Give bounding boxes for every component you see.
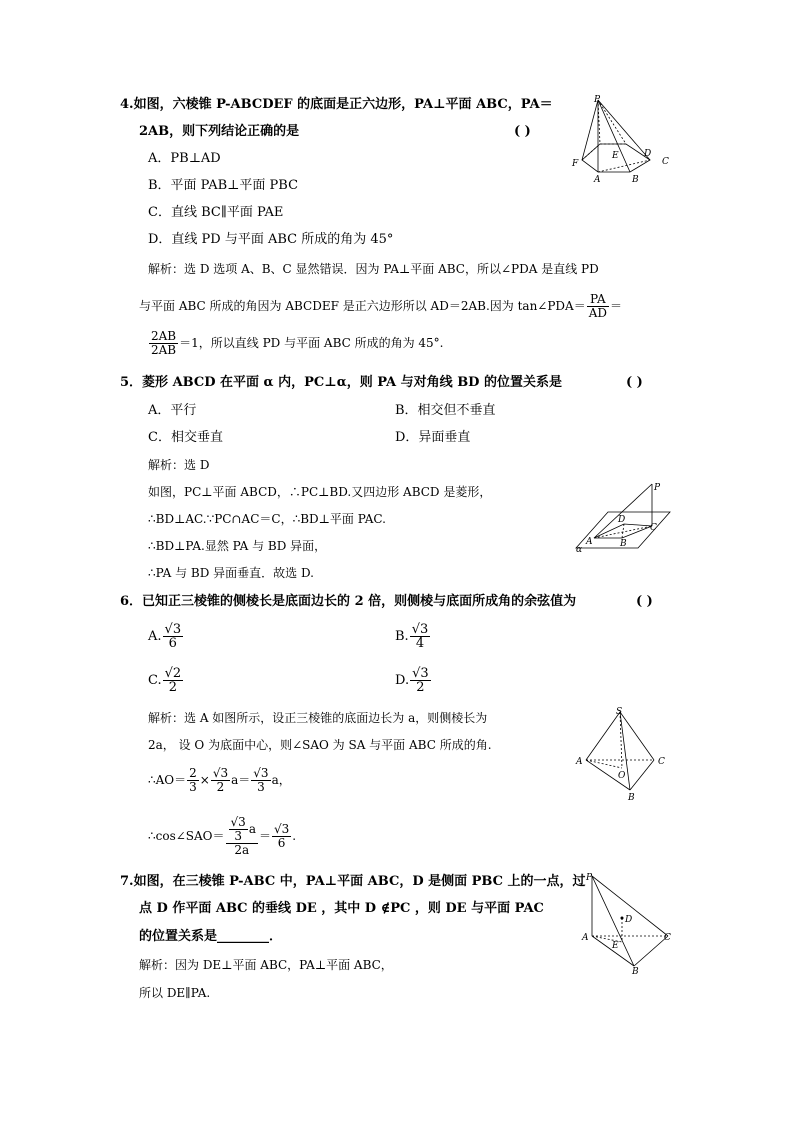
label-a: A [576,757,583,767]
q5-answer: 解析：选 D [148,458,210,472]
q6-option-c [148,664,184,698]
q7-stem-line3: 的位置关系是________． [139,929,283,944]
q6-analysis-line2: 2a， 设 O 为底面中心，则∠SAO 为 SA 与平面 ABC 所成的角. [148,738,492,752]
label-alpha: α [576,545,583,555]
q6-option-a [148,620,184,654]
frac-den: 2a [234,843,250,857]
frac-num: 2 [189,766,197,780]
q6-cos-equation [148,808,296,864]
frac-den: 2 [168,680,178,695]
frac-num: √3 [164,622,182,637]
q4-equals: ＝ [610,299,623,313]
frac-num: √3 [253,766,269,780]
figure-hexagonal-pyramid [568,94,678,186]
q5-option-b: B．相交但不垂直 [395,403,496,418]
label-d: D [644,149,652,159]
q4-option-c: C．直线 BC∥平面 PAE [148,205,284,220]
label-a: A [586,537,593,547]
eq-var: a [248,822,256,836]
frac-den: 3 [234,829,242,843]
label-c: C [658,757,665,767]
q4-analysis-line1: 解析：选 D 选项 A、B、C 显然错误．因为 PA⊥平面 ABC，所以∠PDA 是直线 PD [148,262,599,276]
q4-option-d: D．直线 PD 与平面 ABC 所成的角为 45° [148,232,394,247]
label-e: E [612,941,619,951]
eq-fraction [211,767,230,794]
eq-text: ∴cos∠SAO＝ [148,829,225,843]
eq-fraction [251,767,270,794]
q4-conclusion: ＝1，所以直线 PD 与平面 ABC 所成的角为 45°. [179,336,444,350]
eq-times: × [199,773,210,787]
q7-analysis-line1: 解析：因为 DE⊥平面 ABC，PA⊥平面 ABC， [139,958,393,972]
q4-fraction-2ab [149,330,178,357]
q5-analysis-line3: ∴BD⊥PA.显然 PA 与 BD 异面， [148,539,327,553]
frac-num: PA [587,293,609,307]
label-c: C [664,933,671,943]
eq-fraction [272,823,291,850]
label-e: E [612,151,619,161]
q4-stem-line1: 4.如图，六棱锥 P-ABCDEF 的底面是正六边形，PA⊥平面 ABC，PA＝ [120,97,553,112]
q4-analysis-line3 [148,326,444,360]
figure-triangular-pyramid [576,870,676,976]
eq-fraction [187,767,199,794]
eq-text: a， [271,773,291,787]
label-b: B [632,967,639,976]
q5-option-d: D．异面垂直 [395,430,471,445]
frac-num: √3 [411,622,429,637]
q6-option-b [395,620,431,654]
frac-den: 4 [415,636,425,651]
label-a: A [582,933,589,943]
label-a: A [594,175,601,185]
frac-den: 6 [277,836,286,850]
eq-text: a＝ [231,773,251,787]
q5-stem: 5．菱形 ABCD 在平面 α 内，PC⊥α，则 PA 与对角线 BD 的位置关系是 [120,375,562,390]
figure-regular-tetrahedron [574,706,674,806]
q5-option-a: A．平行 [148,403,197,418]
q6-analysis-line1: 解析：选 A 如图所示，设正三棱锥的底面边长为 a，则侧棱长为 [148,711,488,725]
label-b: B [620,539,627,549]
option-fraction [163,623,184,650]
frac-num: 2AB [151,329,177,343]
frac-num: √3 [412,666,429,681]
frac-num: √3 [273,822,290,836]
label-c: C [650,523,657,533]
option-fraction [410,667,431,694]
q4-paren: ( ) [514,124,531,139]
q6-option-d [395,664,432,698]
q6-paren: ( ) [636,594,653,609]
q5-analysis-line2: ∴BD⊥AC.∵PC∩AC＝C，∴BD⊥平面 PAC. [148,512,386,526]
q4-analysis-text: 与平面 ABC 所成的角因为 ABCDEF 是正六边形所以 AD＝2AB.因为 tan∠PDA＝ [139,299,586,313]
q5-paren: ( ) [626,375,643,390]
option-label: B. [395,629,409,644]
label-b: B [632,175,639,185]
q5-analysis-line1: 如图，PC⊥平面 ABCD，∴PC⊥BD.又四边形 ABCD 是菱形， [148,485,492,499]
q4-fraction-pa-ad [587,293,609,320]
label-s: S [616,707,623,717]
point-d [621,917,624,920]
frac-num: √3 [212,766,229,780]
frac-den: 3 [189,780,197,794]
label-p: P [654,483,661,493]
label-b: B [628,793,635,803]
frac-den: 6 [168,636,177,651]
eq-text: . [292,829,297,843]
label-c: C [662,157,669,167]
frac-den: 2 [216,780,225,794]
q5-option-c: C．相交垂直 [148,430,223,445]
option-label: A. [148,629,162,644]
q4-analysis-line2 [139,289,622,323]
q7-analysis-line2: 所以 DE∥PA. [139,986,211,1000]
q5-analysis-line4: ∴PA 与 BD 异面垂直．故选 D. [148,566,314,580]
eq-text: ∴AO＝ [148,773,187,787]
q4-stem-line2: 2AB，则下列结论正确的是 [139,124,300,139]
q6-ao-equation [148,762,291,798]
label-p: P [586,873,593,883]
frac-num: √3 [230,815,246,829]
frac-den: 2AB [151,343,177,357]
option-label: C. [148,673,162,688]
frac-den: 3 [257,780,265,794]
eq-equals: ＝ [258,829,271,843]
option-label: D. [395,673,410,688]
label-f: F [572,159,579,169]
frac-num: √2 [164,666,182,681]
frac-den: 2 [416,680,425,695]
label-o: O [618,771,626,781]
q4-option-b: B．平面 PAB⊥平面 PBC [148,178,299,193]
frac-num [226,816,258,844]
label-p: P [594,95,601,105]
eq-compound-fraction [226,816,258,857]
label-d: D [625,915,633,925]
q7-stem-line1: 7.如图，在三棱锥 P-ABC 中，PA⊥平面 ABC，D 是侧面 PBC 上的一点，过 [120,874,586,889]
label-d: D [618,515,626,525]
q7-stem-line2: 点 D 作平面 ABC 的垂线 DE ，其中 D ∉PC ，则 DE 与平面 PAC [139,901,544,916]
inner-fraction [229,816,248,843]
option-fraction [410,623,431,650]
frac-den: AD [588,306,608,320]
q4-option-a: A．PB⊥AD [148,151,221,166]
q6-stem: 6．已知正三棱锥的侧棱长是底面边长的 2 倍，则侧棱与底面所成角的余弦值为 [120,594,577,609]
figure-rhombus-plane [574,480,674,556]
option-fraction [163,667,184,694]
